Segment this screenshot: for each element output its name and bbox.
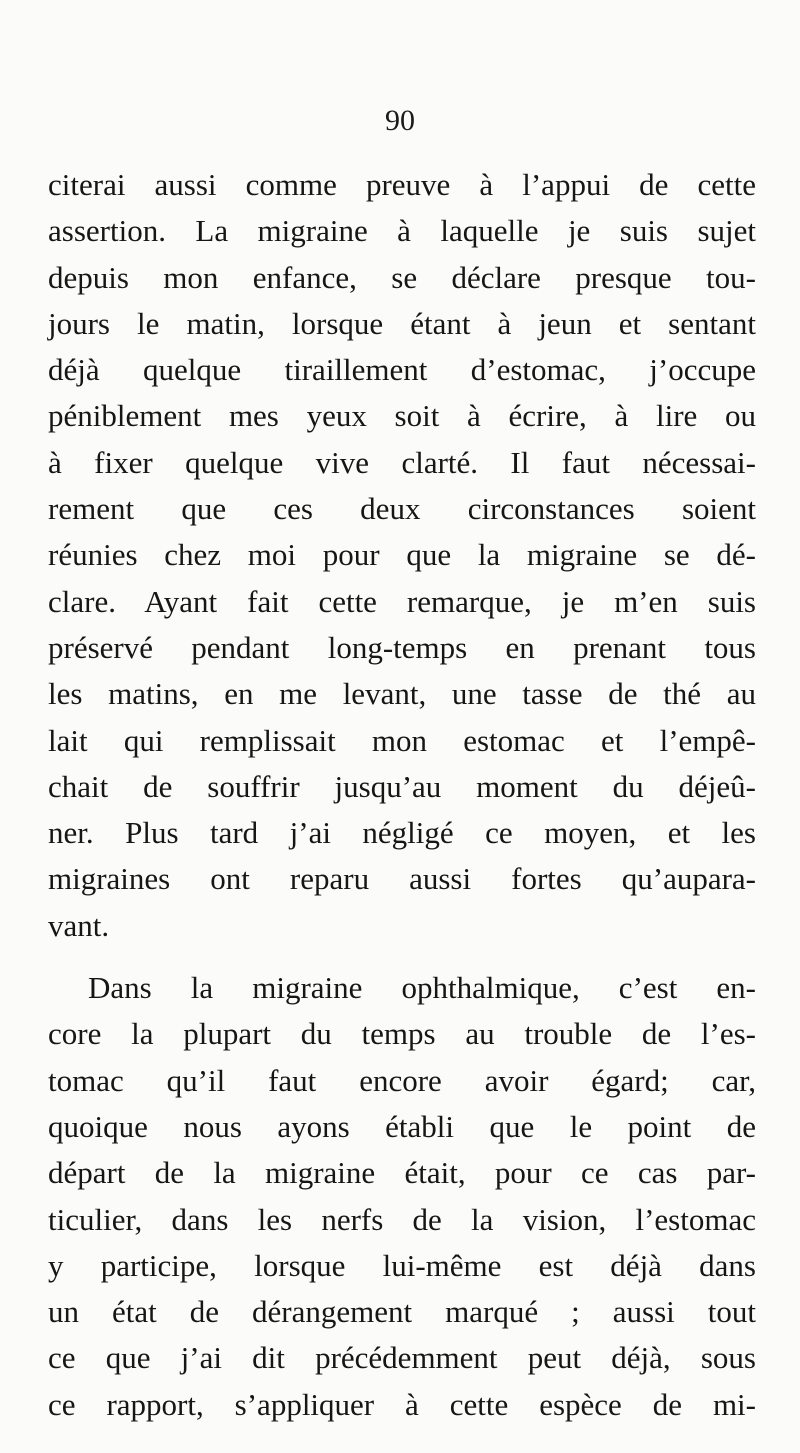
text-line: les matins, en me levant, une tasse de thé au xyxy=(48,676,756,712)
page-number: 90 xyxy=(385,104,415,137)
text-line: un état de dérangement marqué ; aussi tout xyxy=(48,1294,756,1330)
paragraph-1 xyxy=(48,162,756,949)
text-line: core la plupart du temps au trouble de l’es- xyxy=(48,1016,756,1052)
text-line: vant. xyxy=(48,907,110,943)
text-line: y participe, lorsque lui-même est déjà dans xyxy=(48,1247,756,1283)
text-line: assertion. La migraine à laquelle je suis sujet xyxy=(48,213,756,249)
text-line: rement que ces deux circonstances soient xyxy=(48,491,756,527)
text-line: Dans la migraine ophthalmique, c’est en- xyxy=(88,970,756,1006)
text-line: tomac qu’il faut encore avoir égard; car, xyxy=(48,1062,756,1098)
paragraph-gap xyxy=(48,949,756,965)
text-line: ce rapport, s’appliquer à cette espèce de mi- xyxy=(48,1386,756,1422)
text-line: citerai aussi comme preuve à l’appui de cette xyxy=(48,167,756,202)
text-line: lait qui remplissait mon estomac et l’empê- xyxy=(48,722,756,758)
text-line: préservé pendant long-temps en prenant tous xyxy=(48,629,756,665)
text-line: jours le matin, lorsque étant à jeun et sentant xyxy=(48,305,756,341)
text-line: quoique nous ayons établi que le point de xyxy=(48,1108,756,1144)
text-line: ce que j’ai dit précédemment peut déjà, sous xyxy=(48,1340,756,1376)
text-line: réunies chez moi pour que la migraine se dé- xyxy=(48,537,756,573)
text-line: ticulier, dans les nerfs de la vision, l’estomac xyxy=(48,1201,756,1237)
body-text xyxy=(48,162,756,1428)
text-line: départ de la migraine était, pour ce cas par- xyxy=(48,1155,756,1191)
text-line: déjà quelque tiraillement d’estomac, j’occupe xyxy=(48,352,756,388)
text-line: chait de souffrir jusqu’au moment du déjeû- xyxy=(48,768,756,804)
text-line: clare. Ayant fait cette remarque, je m’en suis xyxy=(48,583,756,619)
text-line: depuis mon enfance, se déclare presque tou- xyxy=(48,259,756,295)
text-line: ner. Plus tard j’ai négligé ce moyen, et les xyxy=(48,815,756,851)
text-line: migraines ont reparu aussi fortes qu’aupara- xyxy=(48,861,756,897)
text-line: à fixer quelque vive clarté. Il faut nécessai- xyxy=(48,444,756,480)
text-line: péniblement mes yeux soit à écrire, à lire ou xyxy=(48,398,756,434)
paragraph-2 xyxy=(48,965,756,1428)
